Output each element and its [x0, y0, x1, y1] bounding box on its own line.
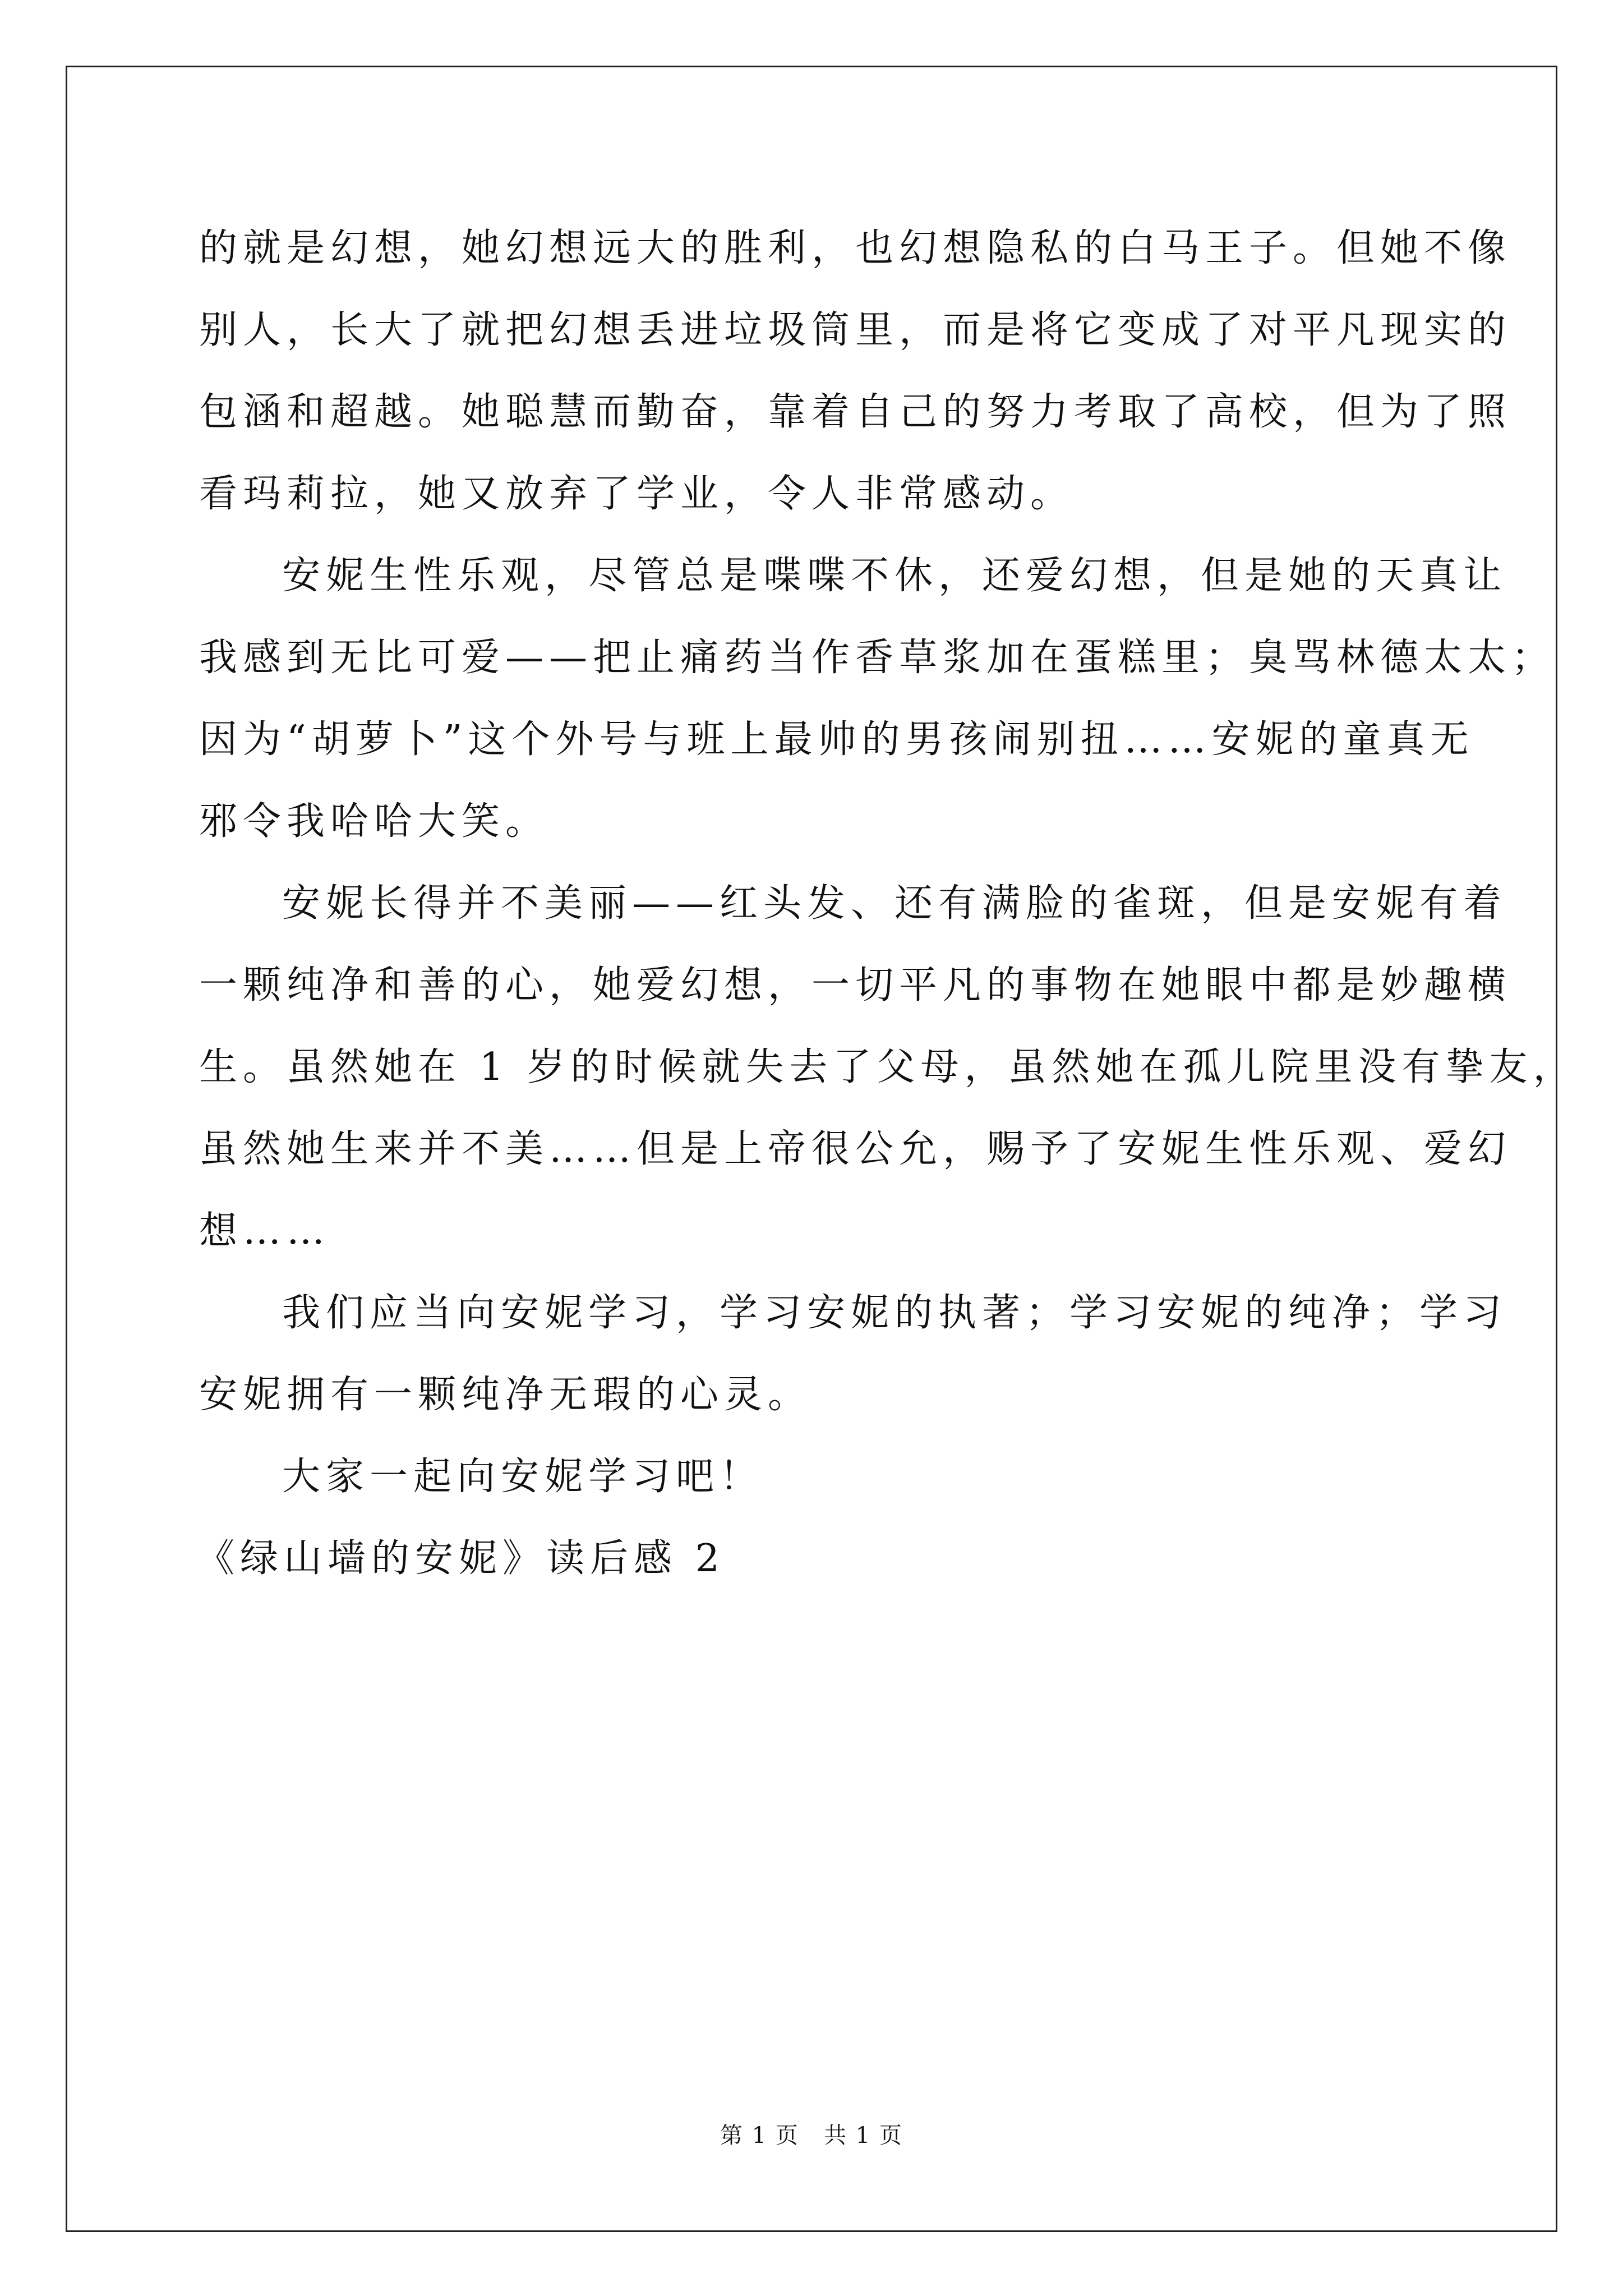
text-line: 想…… [199, 1209, 331, 1253]
paragraph-5 [199, 1436, 1433, 1518]
paragraph-3 [199, 863, 1577, 1272]
text-line: 邪令我哈哈大笑。 [199, 799, 550, 844]
text-line: 安妮长得并不美丽——红头发、还有满脸的雀斑，但是安妮有着 [282, 881, 1507, 926]
text-line: 大家一起向安妮学习吧！ [282, 1455, 764, 1499]
text-line: 包涵和超越。她聪慧而勤奋，靠着自己的努力考取了高校，但为了照 [199, 390, 1512, 434]
text-line: 别人，长大了就把幻想丢进垃圾筒里，而是将它变成了对平凡现实的 [199, 308, 1512, 352]
text-line: 虽然她生来并不美……但是上帝很公允，赐予了安妮生性乐观、爱幻 [199, 1127, 1512, 1171]
text-line: 安妮拥有一颗纯净无瑕的心灵。 [199, 1373, 812, 1417]
page-number-footer: 第 1 页 共 1 页 [720, 2123, 903, 2148]
text-line: 我感到无比可爱——把止痛药当作香草浆加在蛋糕里；臭骂林德太太； [199, 636, 1556, 680]
text-line: 的就是幻想，她幻想远大的胜利，也幻想隐私的白马王子。但她不像 [199, 226, 1512, 270]
paragraph-2 [199, 535, 1556, 863]
text-line: 我们应当向安妮学习，学习安妮的执著；学习安妮的纯净；学习 [282, 1291, 1507, 1335]
document-body [196, 208, 1577, 1600]
text-line: 看玛莉拉，她又放弃了学业，令人非常感动。 [199, 472, 1075, 516]
paragraph-4 [199, 1272, 1507, 1436]
paragraph-1 [199, 208, 1512, 535]
text-line: 生。虽然她在 1 岁的时候就失去了父母，虽然她在孤儿院里没有挚友， [199, 1045, 1577, 1089]
section-heading: 《绿山墙的安妮》读后感 2 [196, 1536, 725, 1581]
text-line: 一颗纯净和善的心，她爱幻想，一切平凡的事物在她眼中都是妙趣横 [199, 963, 1512, 1007]
text-line: 安妮生性乐观，尽管总是喋喋不休，还爱幻想，但是她的天真让 [282, 554, 1507, 598]
text-line: 因为“胡萝卜”这个外号与班上最帅的男孩闹别扭……安妮的童真无 [199, 717, 1474, 762]
